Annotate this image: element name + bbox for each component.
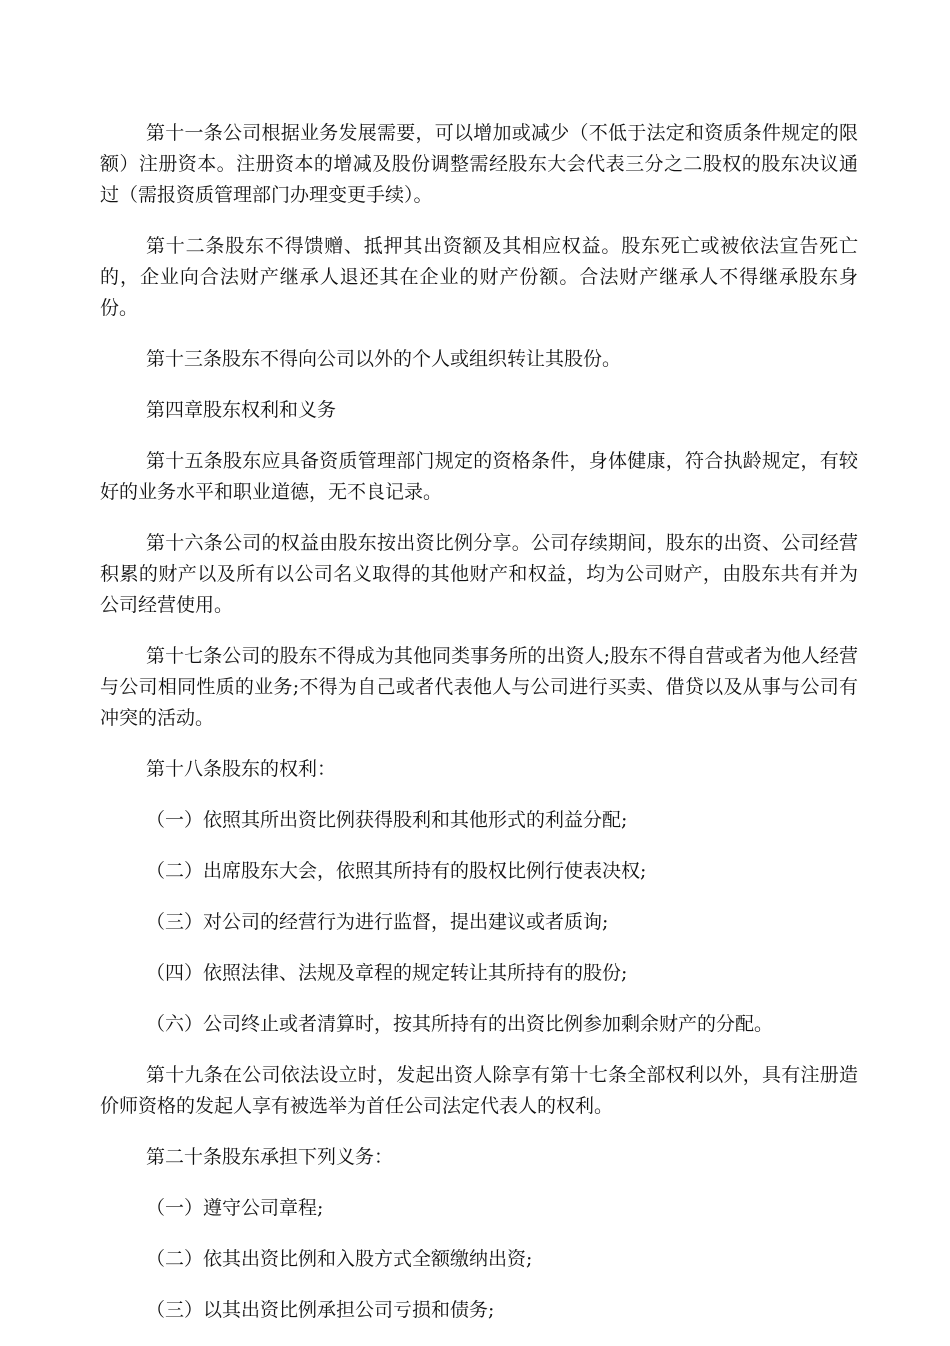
article-20-item-1: （一）遵守公司章程;: [146, 1197, 324, 1219]
article-18-item-2: （二）出席股东大会，依照其所持有的股权比例行使表决权;: [146, 860, 647, 882]
article-20-item-2: （二）依其出资比例和入股方式全额缴纳出资;: [146, 1248, 533, 1270]
article-19: 第十九条在公司依法设立时，发起出资人除享有第十七条全部权利以外，具有注册造价师资格的发起人享有被选举为首任公司法定代表人的权利。: [100, 1064, 858, 1117]
article-17: 第十七条公司的股东不得成为其他同类事务所的出资人;股东不得自营或者为他人经营与公司相同性质的业务;不得为自己或者代表他人与公司进行买卖、借贷以及从事与公司有冲突的活动。: [100, 645, 858, 729]
article-18: 第十八条股东的权利：: [146, 758, 337, 780]
chapter-4-heading: 第四章股东权利和义务: [146, 399, 337, 421]
article-11: 第十一条公司根据业务发展需要，可以增加或减少（不低于法定和资质条件规定的限额）注册资本。注册资本的增减及股份调整需经股东大会代表三分之二股权的股东决议通过（需报资质管理部门办理变更手续）。: [100, 122, 858, 206]
article-18-item-1: （一）依照其所出资比例获得股利和其他形式的利益分配;: [146, 809, 628, 831]
article-20-item-3: （三）以其出资比例承担公司亏损和债务;: [146, 1299, 495, 1321]
article-13: 第十三条股东不得向公司以外的个人或组织转让其股份。: [146, 348, 622, 370]
article-15: 第十五条股东应具备资质管理部门规定的资格条件，身体健康，符合执龄规定，有较好的业务水平和职业道德，无不良记录。: [100, 450, 858, 503]
article-20: 第二十条股东承担下列义务：: [146, 1146, 394, 1168]
article-18-item-6: （六）公司终止或者清算时，按其所持有的出资比例参加剩余财产的分配。: [146, 1013, 774, 1035]
article-16: 第十六条公司的权益由股东按出资比例分享。公司存续期间，股东的出资、公司经营积累的财产以及所有以公司名义取得的其他财产和权益，均为公司财产，由股东共有并为公司经营使用。: [100, 532, 858, 616]
article-18-item-3: （三）对公司的经营行为进行监督，提出建议或者质询;: [146, 911, 609, 933]
article-12: 第十二条股东不得馈赠、抵押其出资额及其相应权益。股东死亡或被依法宣告死亡的，企业向合法财产继承人退还其在企业的财产份额。合法财产继承人不得继承股东身份。: [100, 235, 858, 319]
document-body: [100, 118, 858, 1346]
article-18-item-4: （四）依照法律、法规及章程的规定转让其所持有的股份;: [146, 962, 628, 984]
